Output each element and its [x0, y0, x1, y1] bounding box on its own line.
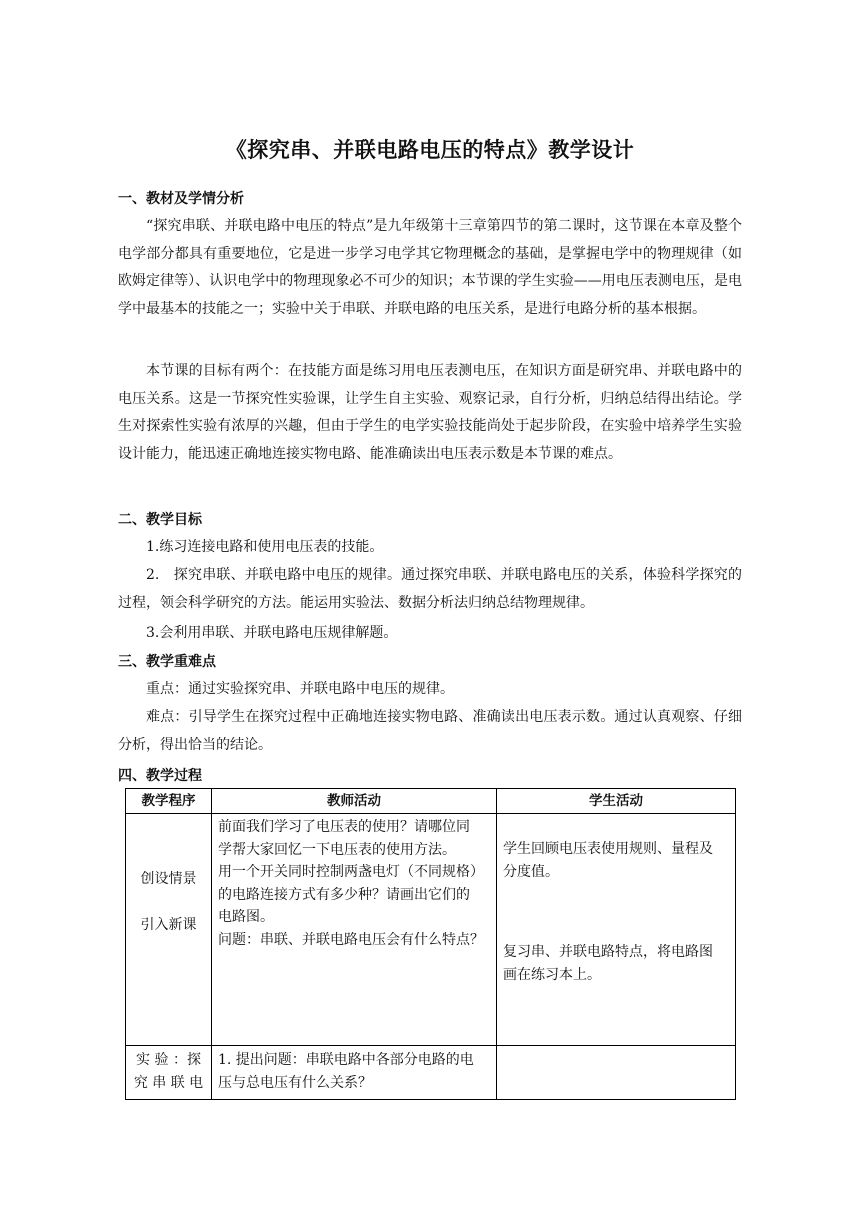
stage-label: 创设情景	[140, 871, 197, 887]
difficult-point: 难点：引导学生在探究过程中正确地连接实物电路、准确读出电压表示数。通过认真观察、仔细分析，得出恰当的结论。	[118, 709, 742, 753]
section-heading-process: 四、教学过程	[118, 768, 202, 784]
analysis-paragraph-1: “探究串联、并联电路中电压的特点”是九年级第十三章第四节的第二课时，这节课在本章及整个电学部分都具有重要地位，它是进一步学习电学其它物理概念的基础，是掌握电学中的物理规律（如欧姆定律等）、认识电学中的物理现象必不可少的知识；本节课的学生实验——用电压表测电压，是电学中最基本的技能之一；实验中关于串联、并联电路的电压关系，是进行电路分析的基本根据。	[118, 218, 742, 317]
goal-item-2: 2. 探究串联、并联电路中电压的规律。通过探究串联、并联电路电压的关系，体验科学探究的过程，领会科学研究的方法。能运用实验法、数据分析法归纳总结物理规律。	[118, 567, 742, 611]
section-heading-analysis: 一、教材及学情分析	[118, 191, 244, 207]
header-student: 学生活动	[497, 789, 736, 814]
teacher-line: 1. 提出问题：串联电路中各部分电路的电	[218, 1052, 474, 1068]
teaching-process-table	[125, 788, 736, 1100]
stage-cell	[126, 1046, 212, 1100]
teacher-line: 电路图。	[218, 909, 274, 925]
student-line: 学生回顾电压表使用规则、量程及	[503, 841, 713, 857]
header-stage: 教学程序	[126, 789, 212, 814]
section-heading-goals: 二、教学目标	[118, 512, 202, 528]
student-line: 画在练习本上。	[503, 966, 601, 983]
table-row	[126, 814, 736, 1046]
teacher-line: 问题：串联、并联电路电压会有什么特点？	[218, 931, 484, 948]
stage-label: 引入新课	[140, 916, 197, 933]
student-cell	[497, 1046, 736, 1100]
teacher-line: 压与总电压有什么关系？	[218, 1074, 372, 1091]
teacher-cell	[212, 1046, 497, 1100]
teacher-line: 的电路连接方式有多少种？请画出它们的	[218, 886, 470, 903]
analysis-paragraph-2: 本节课的目标有两个：在技能方面是练习用电压表测电压，在知识方面是研究串、并联电路中的电压关系。这是一节探究性实验课，让学生自主实验、观察记录，自行分析，归纳总结得出结论。学生对探索性实验有浓厚的兴趣，但由于学生的电学实验技能尚处于起步阶段，在实验中培养学生实验设计能力，能迅速正确地连接实物电路、能准确读出电压表示数是本节课的难点。	[118, 363, 742, 462]
teacher-cell	[212, 814, 497, 1046]
teacher-line: 前面我们学习了电压表的使用？请哪位同	[218, 819, 470, 835]
document-title: 《探究串、并联电路电压的特点》教学设计	[225, 138, 635, 162]
table-header-row	[126, 789, 736, 814]
student-cell	[497, 814, 736, 1046]
teacher-line: 用一个开关同时控制两盏电灯（不同规格）	[218, 864, 484, 880]
section-heading-key-points: 三、教学重难点	[118, 654, 216, 670]
stage-label: 究 串 联 电	[133, 1074, 204, 1091]
table-row	[126, 1046, 736, 1100]
stage-cell	[126, 814, 212, 1046]
goal-item-3: 3.会利用串联、并联电路电压规律解题。	[146, 625, 398, 641]
student-line: 复习串、并联电路特点，将电路图	[503, 944, 713, 960]
header-teacher: 教师活动	[212, 789, 497, 814]
key-point: 重点：通过实验探究串、并联电路中电压的规律。	[146, 681, 454, 697]
student-line: 分度值。	[503, 863, 559, 880]
stage-label: 实 验 ：探	[136, 1052, 201, 1068]
goal-item-1: 1.练习连接电路和使用电压表的技能。	[146, 539, 384, 555]
teacher-line: 学帮大家回忆一下电压表的使用方法。	[218, 841, 456, 858]
